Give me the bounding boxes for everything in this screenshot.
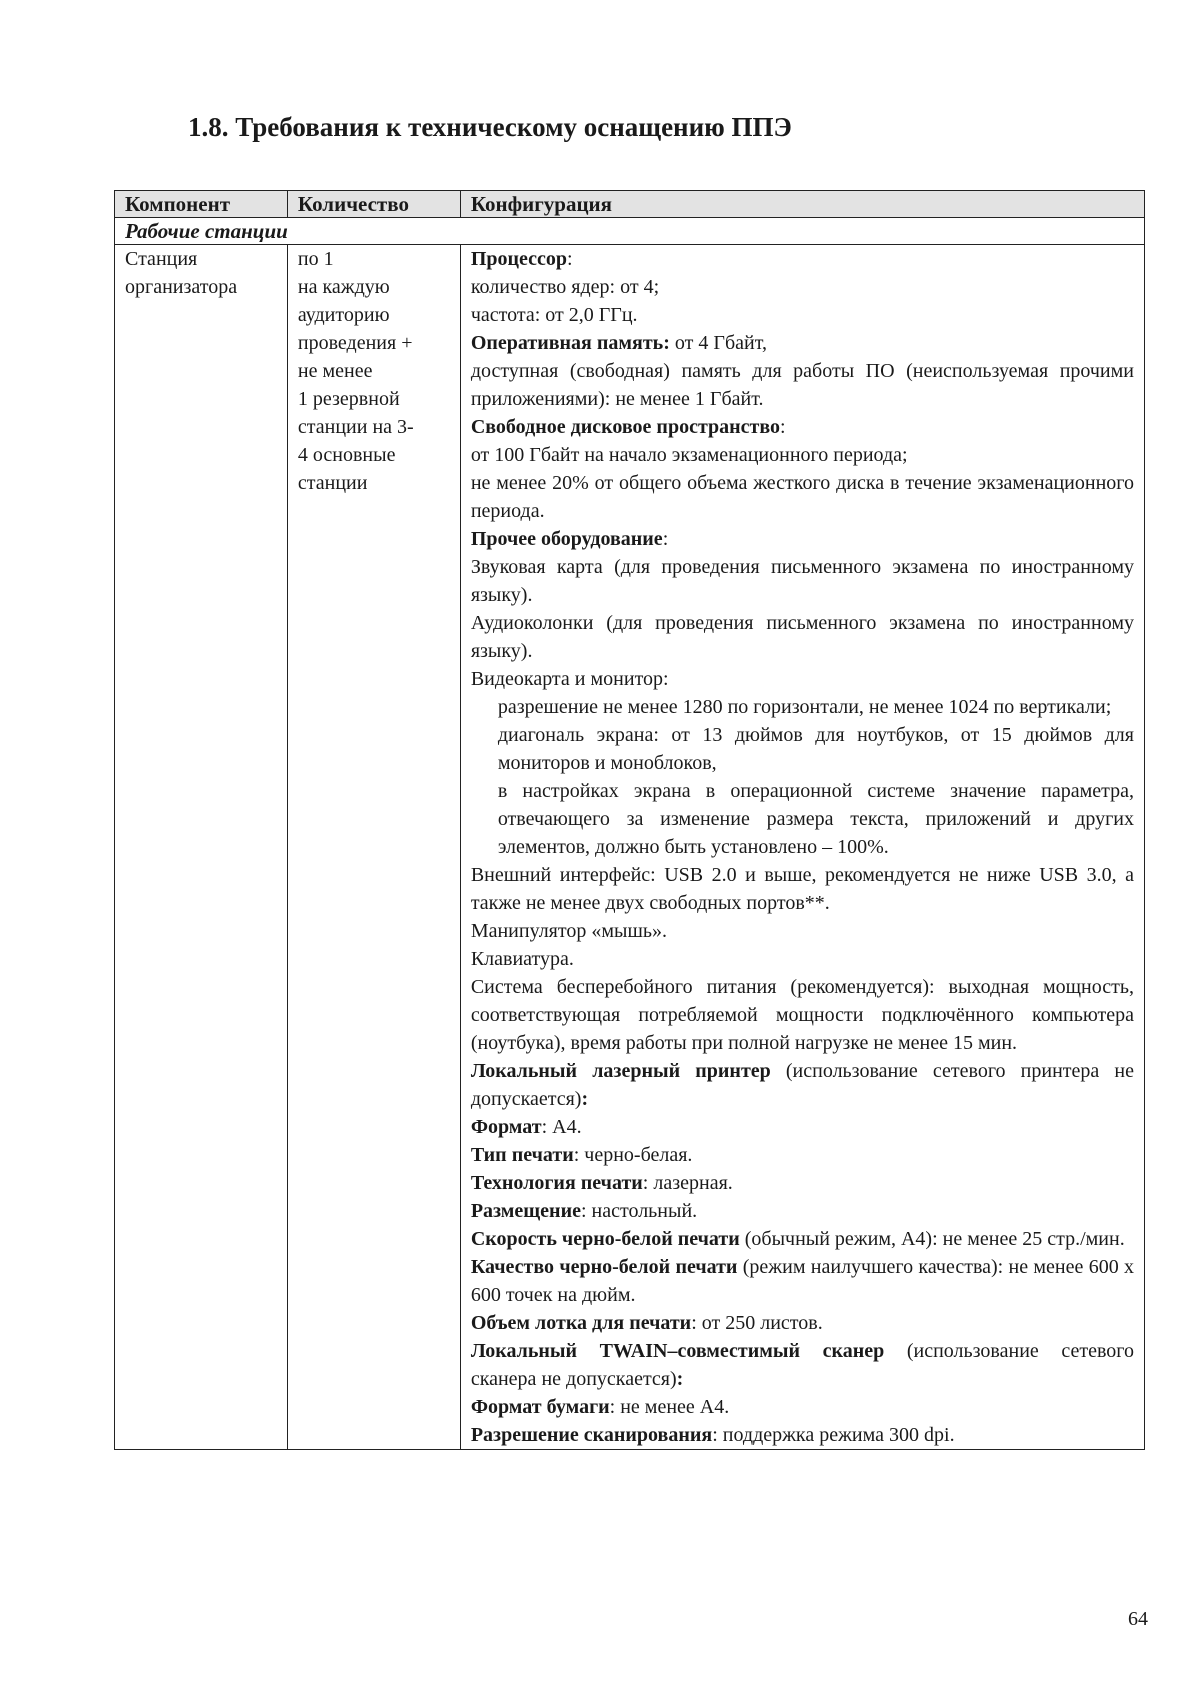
config-tail: : [676, 1368, 684, 1390]
component-cell [115, 245, 288, 1450]
config-text: Внешний интерфейс: USB 2.0 и выше, рекомендуется не ниже USB 3.0, а также не менее двух свободных портов**. [470, 864, 1134, 914]
config-tail: : [581, 1088, 589, 1110]
section-row [115, 218, 1145, 245]
header-component: Компонент [115, 191, 288, 218]
config-line [471, 301, 1134, 329]
config-line [471, 945, 1134, 973]
config-text: Система бесперебойного питания (рекомендуется): выходная мощность, соответствующая потребляемой мощности подключённого компьютера (ноутбука), время работы при полной нагрузке не менее 15 мин. [470, 976, 1134, 1054]
quantity-line: проведения + [297, 332, 413, 354]
config-text: (режим наилучшего качества): не менее 600 x 600 точек на дюйм. [470, 1256, 1134, 1306]
config-term: Тип печати [470, 1144, 574, 1166]
quantity-line: станции на 3- [297, 416, 414, 438]
config-term: Свободное дисковое пространство [470, 416, 781, 438]
config-text: (использование сетевого принтера не допускается) [470, 1060, 1134, 1110]
component-line: Станция [125, 248, 198, 270]
config-line [471, 609, 1134, 665]
table-header-row [115, 191, 1145, 218]
config-text: частота: от 2,0 ГГц. [470, 304, 638, 326]
config-text: : настольный. [580, 1200, 698, 1222]
config-text: Видеокарта и монитор: [470, 668, 669, 690]
config-line [471, 1197, 1134, 1225]
config-text: не менее 20% от общего объема жесткого диска в течение экзаменационного периода. [470, 472, 1134, 522]
quantity-line: по 1 [297, 248, 334, 270]
config-term: Локальный лазерный принтер [470, 1060, 771, 1082]
config-line [471, 777, 1134, 861]
config-term: Прочее оборудование [470, 528, 663, 550]
page-title: 1.8. Требования к техническому оснащению ППЭ [188, 112, 792, 142]
config-text: Манипулятор «мышь». [470, 920, 667, 942]
quantity-line: 4 основные [297, 444, 396, 466]
config-text: : черно-белая. [573, 1144, 693, 1166]
config-line [471, 1337, 1134, 1393]
config-line [471, 525, 1134, 553]
config-line [471, 441, 1134, 469]
config-term: Процессор [470, 248, 568, 270]
quantity-line: станции [297, 472, 368, 494]
config-text: : поддержка режима 300 dpi. [712, 1424, 955, 1446]
config-text: от 100 Гбайт на начало экзаменационного периода; [470, 444, 908, 466]
config-line [471, 329, 1134, 357]
config-text: : [662, 528, 669, 550]
config-text: : не менее А4. [609, 1396, 730, 1418]
configuration-cell [460, 245, 1144, 1450]
header-configuration: Конфигурация [460, 191, 1144, 218]
table-row [115, 245, 1145, 1450]
config-term: Технология печати [470, 1172, 643, 1194]
config-line [471, 273, 1134, 301]
config-text: в настройках экрана в операционной системе значение параметра, отвечающего за изменение размера текста, приложений и других элементов, должно быть установлено – 100%. [497, 780, 1134, 858]
quantity-line: аудиторию [297, 304, 390, 326]
config-line [471, 357, 1134, 413]
config-line [471, 553, 1134, 609]
config-line [471, 693, 1134, 721]
config-line [471, 1421, 1134, 1449]
config-line [471, 1225, 1134, 1253]
config-term: Локальный TWAIN–совместимый сканер [470, 1340, 885, 1362]
config-line [471, 413, 1134, 441]
config-text: Звуковая карта (для проведения письменного экзамена по иностранному языку). [470, 556, 1134, 606]
config-term: Качество черно-белой печати [470, 1256, 738, 1278]
config-term: Разрешение сканирования [470, 1424, 713, 1446]
config-term: Оперативная память: [470, 332, 670, 354]
quantity-line: на каждую [297, 276, 390, 298]
config-line [471, 245, 1134, 273]
config-text: количество ядер: от 4; [470, 276, 660, 298]
config-text: : [780, 416, 786, 438]
config-line [471, 917, 1134, 945]
config-text: (использование сетевого сканера не допускается) [470, 1340, 1134, 1390]
config-line [471, 861, 1134, 917]
section-workstations: Рабочие станции [115, 218, 1145, 245]
quantity-line: 1 резервной [297, 388, 400, 410]
config-line [471, 469, 1134, 525]
config-line [471, 1113, 1134, 1141]
config-text: доступная (свободная) память для работы ПО (неиспользуемая прочими приложениями): не менее 1 Гбайт. [470, 360, 1134, 410]
config-term: Размещение [470, 1200, 581, 1222]
config-text: : А4. [541, 1116, 582, 1138]
config-text: : [567, 248, 573, 270]
config-term: Скорость черно-белой печати [470, 1228, 740, 1250]
config-line [471, 1169, 1134, 1197]
config-line [471, 1309, 1134, 1337]
config-text: : лазерная. [642, 1172, 733, 1194]
config-line [471, 1253, 1134, 1309]
config-term: Формат [470, 1116, 542, 1138]
config-text: (обычный режим, А4): не менее 25 стр./мин. [739, 1228, 1125, 1250]
config-term: Формат бумаги [470, 1396, 610, 1418]
config-line [471, 721, 1134, 777]
config-text: от 4 Гбайт, [669, 332, 767, 354]
component-line: организатора [125, 276, 238, 298]
config-text: разрешение не менее 1280 по горизонтали, не менее 1024 по вертикали; [497, 696, 1112, 718]
config-text: Аудиоколонки (для проведения письменного экзамена по иностранному языку). [470, 612, 1134, 662]
requirements-table [114, 190, 1145, 1450]
config-line [471, 1141, 1134, 1169]
config-line [471, 665, 1134, 693]
config-line [471, 973, 1134, 1057]
quantity-cell [287, 245, 460, 1450]
config-line [471, 1057, 1134, 1113]
config-text: Клавиатура. [470, 948, 574, 970]
header-quantity: Количество [287, 191, 460, 218]
config-term: Объем лотка для печати [470, 1312, 692, 1334]
config-text: : от 250 листов. [691, 1312, 823, 1334]
config-text: диагональ экрана: от 13 дюймов для ноутбуков, от 15 дюймов для мониторов и моноблоков, [497, 724, 1134, 774]
config-line [471, 1393, 1134, 1421]
page-number: 64 [1128, 1608, 1148, 1630]
quantity-line: не менее [297, 360, 373, 382]
